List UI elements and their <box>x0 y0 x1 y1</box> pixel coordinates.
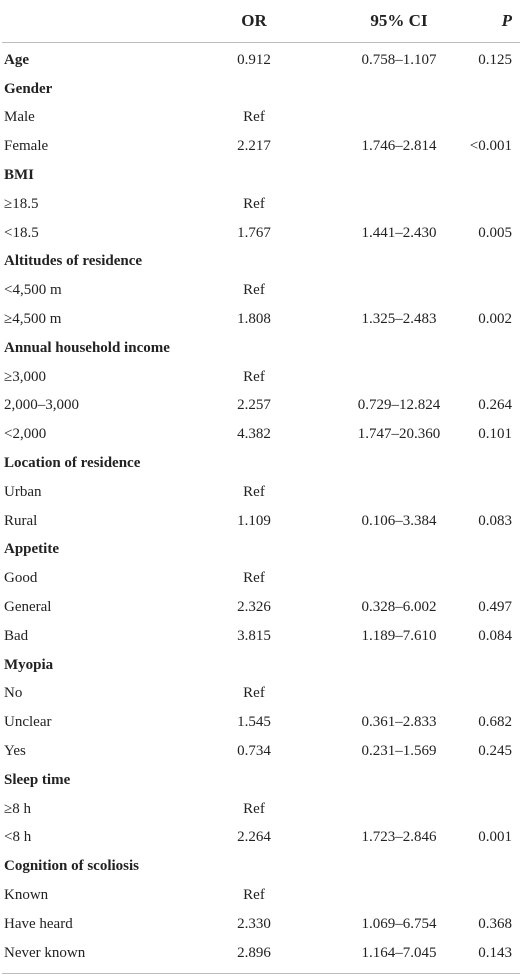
row-label: Annual household income <box>4 339 170 356</box>
table-row-heading <box>2 334 520 363</box>
table-row-heading <box>2 651 520 680</box>
row-label: Gender <box>4 80 53 97</box>
row-label: <8 h <box>4 829 32 846</box>
row-p: 0.368 <box>478 915 512 932</box>
row-p: 0.245 <box>478 743 512 760</box>
table-row <box>2 132 520 161</box>
row-label: Appetite <box>4 541 59 558</box>
row-label: Myopia <box>4 656 54 673</box>
row-or: Ref <box>243 685 265 702</box>
table-row-heading <box>2 248 520 277</box>
row-label: No <box>4 685 23 702</box>
row-label: ≥4,500 m <box>4 311 62 328</box>
row-label: Cognition of scoliosis <box>4 858 140 875</box>
table-row <box>2 305 520 334</box>
row-label: Female <box>4 138 49 155</box>
row-label: Known <box>4 887 49 903</box>
table-row <box>2 881 520 910</box>
row-label: 2,000–3,000 <box>4 397 79 414</box>
row-label: Location of residence <box>4 455 141 472</box>
row-label: Bad <box>4 627 29 644</box>
row-label: ≥18.5 <box>4 195 39 212</box>
row-ci: 1.723–2.846 <box>361 829 437 846</box>
row-ci: 0.328–6.002 <box>361 599 437 616</box>
table-row-heading <box>2 46 520 75</box>
row-ci: 1.189–7.610 <box>361 627 437 644</box>
row-label: Good <box>4 570 38 587</box>
table-row <box>2 593 520 622</box>
table-row <box>2 420 520 449</box>
table-row <box>2 939 520 968</box>
header-ci: 95% CI <box>370 11 428 30</box>
row-ci: 0.231–1.569 <box>361 743 437 760</box>
row-ci: 0.729–12.824 <box>357 397 441 414</box>
row-ci: 1.164–7.045 <box>361 944 437 961</box>
row-p: 0.084 <box>478 627 512 644</box>
table-row <box>2 795 520 824</box>
row-label: BMI <box>4 167 34 184</box>
table-row <box>2 363 520 392</box>
row-or: 1.808 <box>237 311 271 328</box>
row-label: Urban <box>4 483 42 500</box>
table-row-heading <box>2 75 520 104</box>
row-or: 2.257 <box>237 397 271 414</box>
row-ci: 1.325–2.483 <box>361 311 437 328</box>
row-p: 0.083 <box>478 512 512 529</box>
row-ci: 0.106–3.384 <box>361 512 437 529</box>
table-row <box>2 708 520 737</box>
table-row <box>2 478 520 507</box>
row-or: 2.264 <box>237 829 271 846</box>
row-label: Sleep time <box>4 771 71 788</box>
row-label: Male <box>4 109 35 126</box>
row-label: <4,500 m <box>4 282 62 299</box>
row-label: Unclear <box>4 714 52 731</box>
row-or: 1.109 <box>237 512 271 529</box>
row-p: 0.143 <box>478 944 512 961</box>
row-ci: 1.069–6.754 <box>361 915 437 932</box>
table-row <box>2 219 520 248</box>
table-row <box>2 564 520 593</box>
row-p: 0.005 <box>478 224 512 241</box>
row-or: 2.896 <box>237 944 271 961</box>
row-label: <2,000 <box>4 426 47 443</box>
row-or: 0.912 <box>237 51 271 68</box>
row-or: 2.217 <box>237 138 271 155</box>
row-ci: 1.441–2.430 <box>361 224 437 241</box>
table-body <box>2 43 520 973</box>
row-or: Ref <box>243 368 265 385</box>
row-or: 4.382 <box>237 426 271 443</box>
table-row <box>2 104 520 133</box>
row-or: 2.326 <box>237 599 271 616</box>
row-p: 0.264 <box>478 397 512 414</box>
row-label: Age <box>4 51 29 68</box>
row-or: Ref <box>243 800 265 817</box>
row-label: ≥3,000 <box>4 368 46 385</box>
row-ci: 1.746–2.814 <box>361 138 437 155</box>
row-or: Ref <box>243 282 265 299</box>
table-row-heading <box>2 852 520 881</box>
table-row <box>2 622 520 651</box>
row-label: Never known <box>4 944 86 961</box>
row-or: 1.545 <box>237 714 271 731</box>
row-ci: 0.361–2.833 <box>361 714 437 731</box>
row-p: 0.497 <box>478 599 512 616</box>
table-row <box>2 824 520 853</box>
row-label: Have heard <box>4 915 73 932</box>
table-row <box>2 392 520 421</box>
row-or: Ref <box>243 109 265 126</box>
row-p: 0.101 <box>478 426 512 443</box>
table-row-heading <box>2 449 520 478</box>
row-or: 2.330 <box>237 915 271 932</box>
row-label: <18.5 <box>4 224 39 241</box>
row-p: 0.125 <box>478 51 512 68</box>
row-label: Yes <box>4 743 26 760</box>
row-label: ≥8 h <box>4 800 31 817</box>
row-p: 0.001 <box>478 829 512 846</box>
row-or: 3.815 <box>237 627 271 644</box>
row-ci: 1.747–20.360 <box>357 426 441 443</box>
table-row <box>2 737 520 766</box>
row-or: Ref <box>243 887 265 903</box>
table-row <box>2 276 520 305</box>
row-or: Ref <box>243 570 265 587</box>
row-label: General <box>4 599 52 616</box>
header-or: OR <box>241 11 267 30</box>
odds-ratio-table <box>2 0 520 974</box>
header-p: P <box>501 11 512 30</box>
table-row-heading <box>2 536 520 565</box>
row-or: 1.767 <box>237 224 271 241</box>
row-label: Rural <box>4 512 38 529</box>
bottom-rule <box>2 973 520 974</box>
row-p: <0.001 <box>469 138 512 155</box>
row-or: Ref <box>243 483 265 500</box>
table-row <box>2 910 520 939</box>
table-row-heading <box>2 766 520 795</box>
table-row-heading <box>2 161 520 190</box>
row-or: 0.734 <box>237 743 271 760</box>
row-p: 0.002 <box>478 311 512 328</box>
row-p: 0.682 <box>478 714 512 731</box>
table-row <box>2 190 520 219</box>
row-ci: 0.758–1.107 <box>361 51 437 68</box>
table-header <box>2 0 520 42</box>
row-or: Ref <box>243 195 265 212</box>
row-label: Altitudes of residence <box>4 253 143 270</box>
table-row <box>2 507 520 536</box>
table-row <box>2 680 520 709</box>
